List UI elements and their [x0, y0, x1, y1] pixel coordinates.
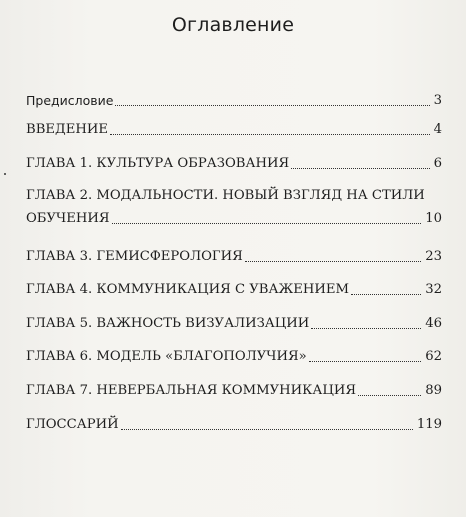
toc-entry-page: 62	[425, 349, 442, 364]
dot-leader	[311, 328, 421, 329]
toc-entry-page: 89	[425, 383, 442, 398]
toc-entry-label: ГЛАВА 7. НЕВЕРБАЛЬНАЯ КОММУНИКАЦИЯ	[26, 383, 356, 398]
toc-entry-chapter-5	[26, 316, 442, 332]
dot-leader	[115, 105, 429, 106]
toc-entry-preface	[26, 93, 442, 109]
toc-entry-label: ГЛОССАРИЙ	[26, 417, 119, 432]
toc-entry-glossary	[26, 417, 442, 433]
dot-leader	[245, 261, 421, 262]
toc-entry-page: 119	[416, 417, 442, 432]
toc-entry-chapter-3	[26, 249, 442, 265]
toc-entry-page: 6	[433, 156, 442, 171]
toc-entry-label: ГЛАВА 6. МОДЕЛЬ «БЛАГОПОЛУЧИЯ»	[26, 349, 307, 364]
toc-title: Оглавление	[171, 14, 295, 36]
dot-leader	[351, 294, 421, 295]
toc-entry-label: ГЛАВА 1. КУЛЬТУРА ОБРАЗОВАНИЯ	[26, 156, 290, 171]
toc-entry-label: ГЛАВА 4. КОММУНИКАЦИЯ С УВАЖЕНИЕМ	[26, 282, 350, 297]
toc-entry-label: ВВЕДЕНИЕ	[26, 122, 108, 137]
dot-leader	[358, 395, 421, 396]
toc-entry-page: 10	[425, 211, 442, 226]
toc-entry-page: 4	[433, 122, 442, 137]
dot-leader	[110, 134, 430, 135]
toc-entry-label: Предисловие	[26, 93, 114, 108]
dot-leader	[112, 223, 422, 224]
dot-leader	[309, 361, 422, 362]
toc-entry-label-continued: ОБУЧЕНИЯ	[26, 211, 110, 226]
toc-entry-chapter-4	[26, 282, 442, 298]
toc-entry-label: ГЛАВА 3. ГЕМИСФЕРОЛОГИЯ	[26, 249, 243, 264]
toc-entry-chapter-6	[26, 349, 442, 365]
toc-entry-label: ГЛАВА 5. ВАЖНОСТЬ ВИЗУАЛИЗАЦИИ	[26, 316, 310, 331]
toc-entry-chapter-2	[26, 188, 442, 227]
toc-entry-page: 32	[425, 282, 442, 297]
page-speck	[4, 173, 6, 175]
dot-leader	[291, 168, 430, 169]
toc-entry-page: 23	[425, 249, 442, 264]
toc-entry-page: 46	[425, 316, 442, 331]
toc-entry-chapter-1	[26, 156, 442, 172]
dot-leader	[121, 429, 413, 430]
toc-entry-chapter-7	[26, 383, 442, 399]
toc-entry-introduction	[26, 122, 442, 138]
toc-entry-page: 3	[433, 93, 442, 108]
toc-entry-label: ГЛАВА 2. МОДАЛЬНОСТИ. НОВЫЙ ВЗГЛЯД НА СТИЛИ	[26, 188, 425, 203]
